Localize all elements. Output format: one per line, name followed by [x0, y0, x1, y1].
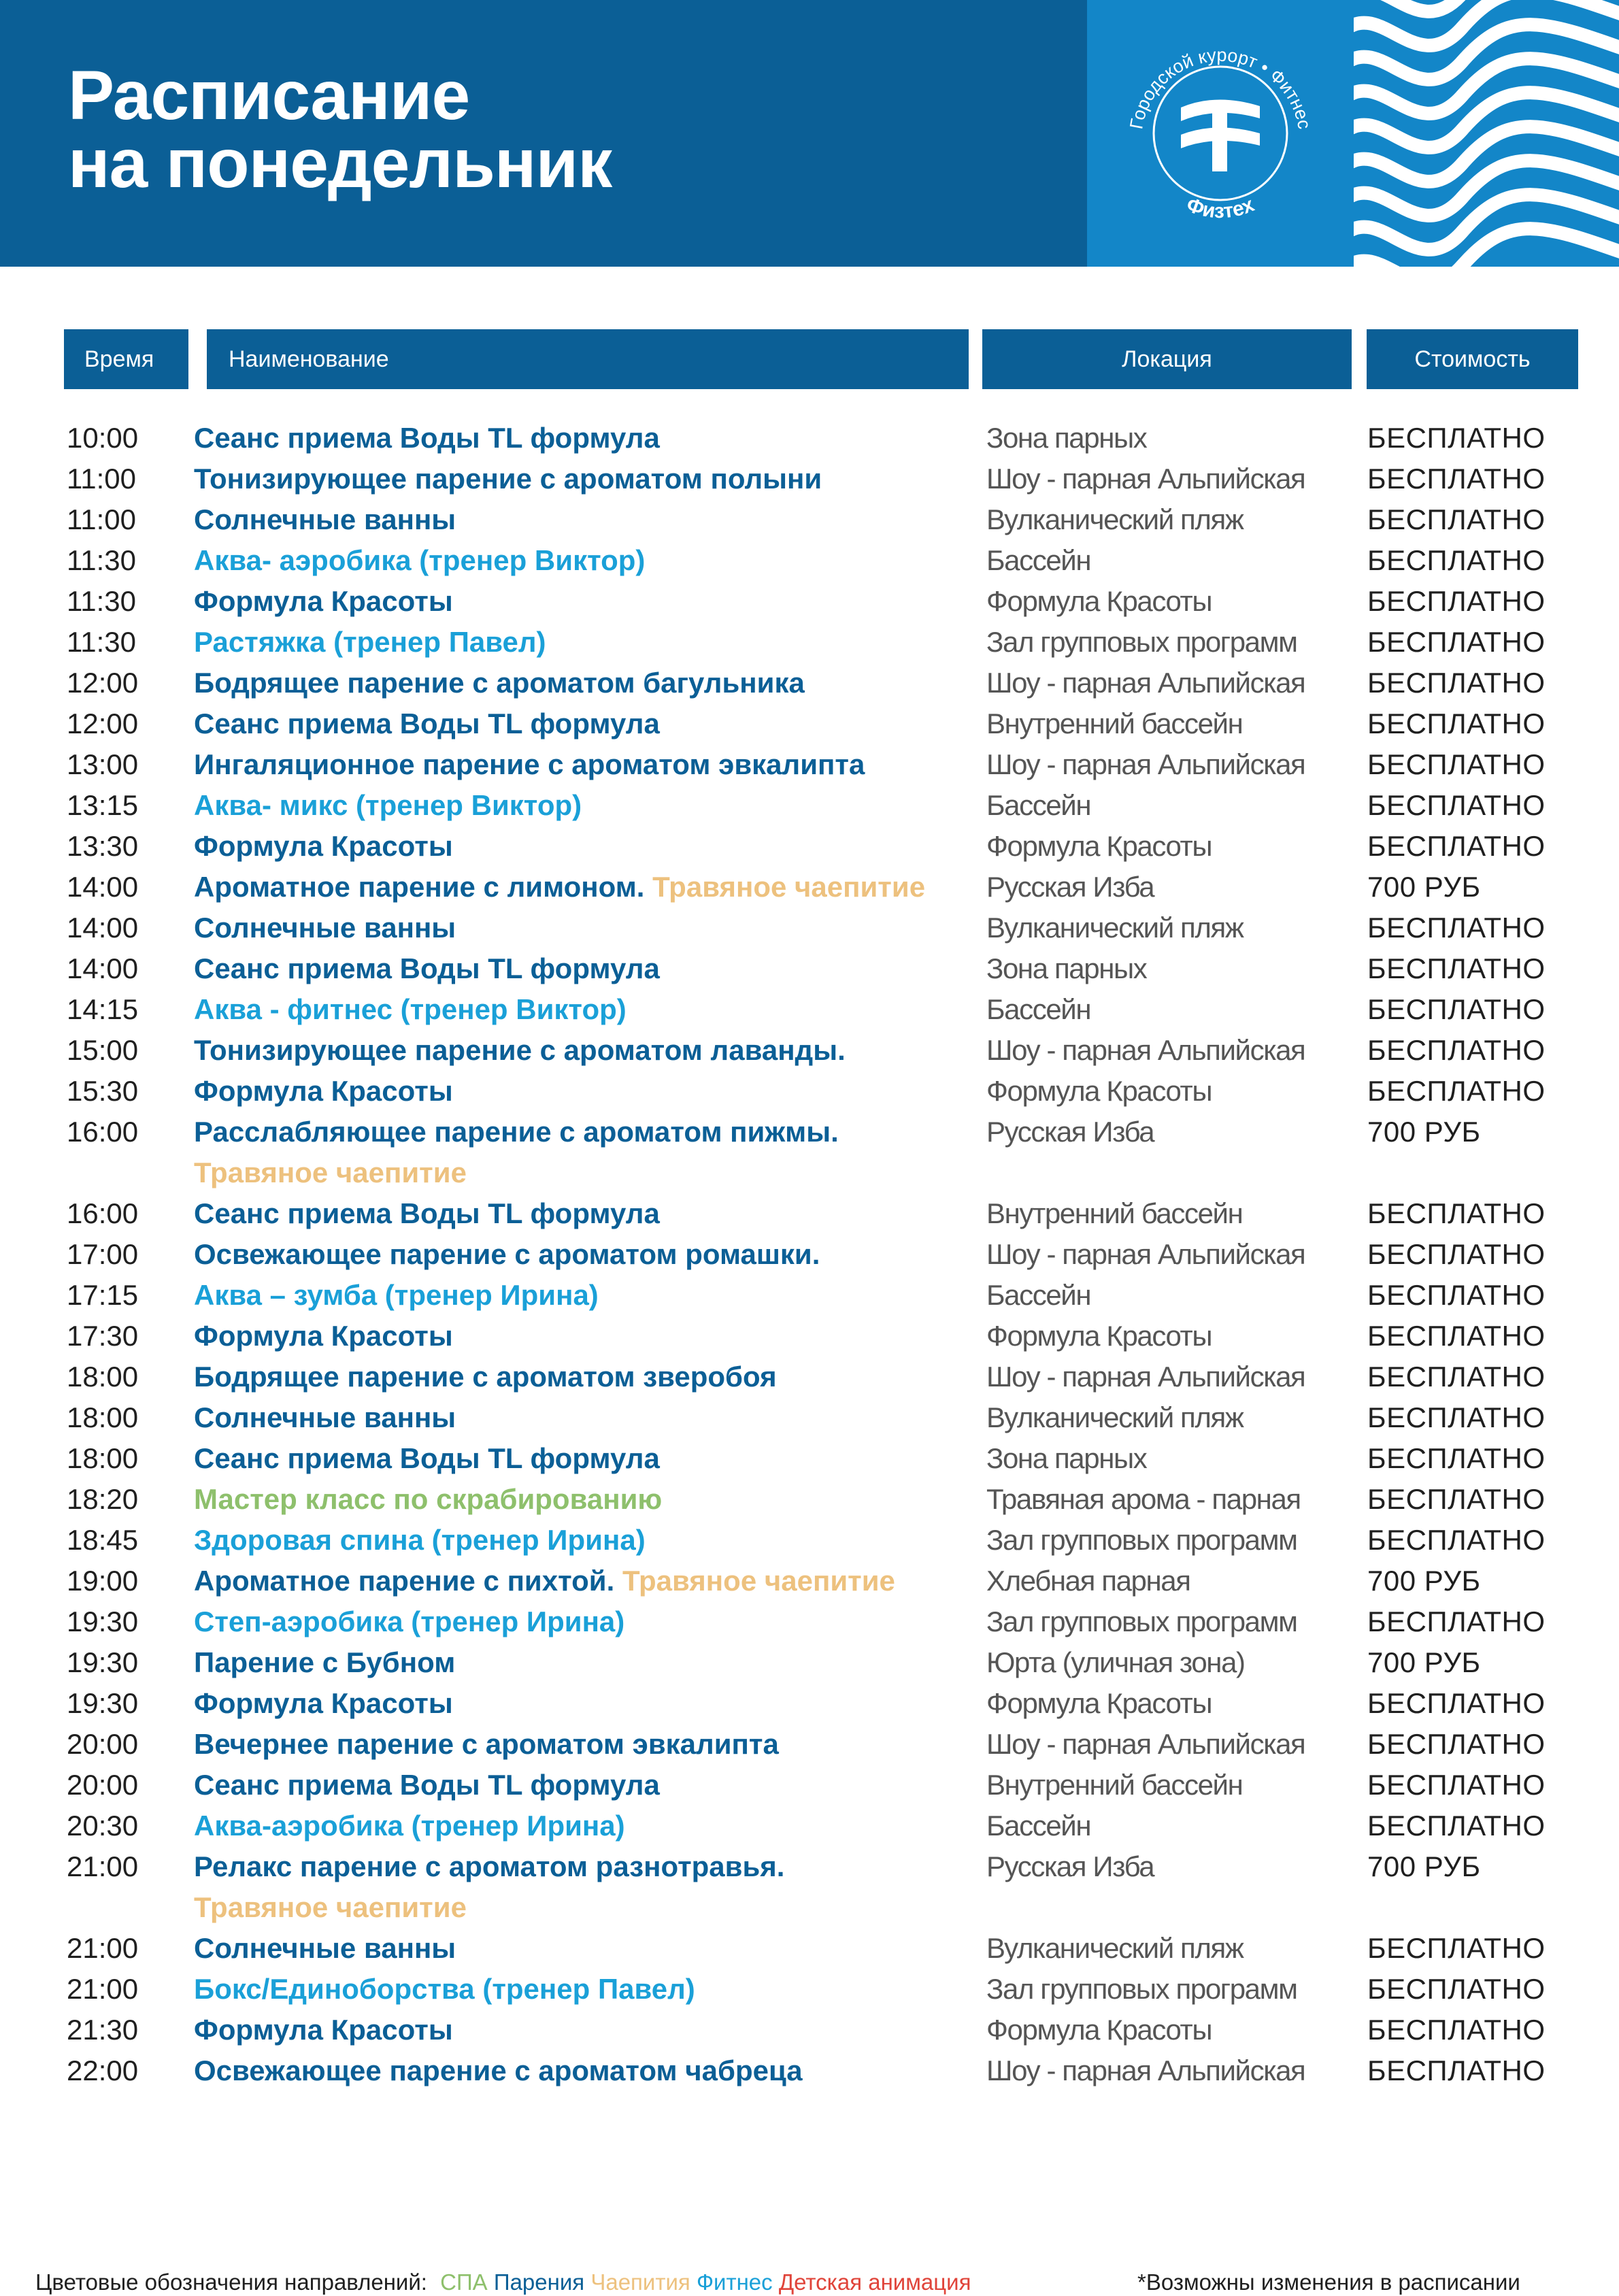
- row-location: Шоу - парная Альпийская: [986, 1034, 1305, 1066]
- table-row: [0, 826, 1619, 867]
- row-location: Русская Изба: [986, 1116, 1154, 1148]
- table-row: [0, 2050, 1619, 2091]
- row-time: 20:00: [67, 1769, 139, 1801]
- activity-name: Солнечные ванны: [194, 912, 456, 944]
- row-time: 20:30: [67, 1810, 139, 1842]
- page-title: [68, 56, 612, 202]
- row-time: 19:30: [67, 1605, 139, 1637]
- row-location: Шоу - парная Альпийская: [986, 1728, 1305, 1760]
- row-name: [194, 1724, 779, 1765]
- schedule-table: [0, 418, 1619, 2091]
- table-row: [0, 867, 1619, 908]
- row-time: 18:00: [67, 1401, 139, 1433]
- row-name: [194, 540, 645, 581]
- row-name: [194, 989, 627, 1030]
- activity-name: Сеанс приема Воды TL формула: [194, 952, 660, 984]
- row-time: 11:00: [67, 463, 136, 495]
- table-row: [0, 1561, 1619, 1601]
- row-name: [194, 1193, 660, 1234]
- row-location: Зал групповых программ: [986, 1605, 1297, 1637]
- row-price: БЕСПЛАТНО: [1367, 1320, 1546, 1352]
- row-price: БЕСПЛАТНО: [1367, 1034, 1546, 1066]
- row-time: 21:30: [67, 2014, 139, 2046]
- row-name: [194, 1969, 695, 2010]
- row-price: БЕСПЛАТНО: [1367, 503, 1546, 535]
- activity-name: Ингаляционное парение с ароматом эвкалипта: [194, 748, 865, 780]
- table-row: [0, 1193, 1619, 1234]
- row-name: [194, 1520, 646, 1561]
- table-row: [0, 989, 1619, 1030]
- row-location: Бассейн: [986, 993, 1091, 1025]
- row-name: [194, 2050, 803, 2091]
- row-time: 14:15: [67, 993, 139, 1025]
- row-price: БЕСПЛАТНО: [1367, 2014, 1546, 2046]
- row-time: 12:00: [67, 667, 139, 699]
- logo-panel: [1087, 0, 1354, 267]
- tea-tag: Травяное чаепитие: [652, 871, 926, 903]
- activity-name: Ароматное парение с пихтой.: [194, 1565, 615, 1597]
- table-row: [0, 1724, 1619, 1765]
- row-name: [194, 1112, 839, 1193]
- row-time: 14:00: [67, 871, 139, 903]
- activity-name: Вечернее парение с ароматом эвкалипта: [194, 1728, 779, 1760]
- row-location: Внутренний бассейн: [986, 1197, 1243, 1229]
- row-time: 13:15: [67, 789, 139, 821]
- row-price: 700 РУБ: [1367, 1116, 1481, 1148]
- activity-name: Мастер класс по скрабированию: [194, 1483, 663, 1515]
- row-location: Бассейн: [986, 1279, 1091, 1311]
- table-row: [0, 663, 1619, 703]
- row-price: БЕСПЛАТНО: [1367, 1932, 1546, 1964]
- row-location: Шоу - парная Альпийская: [986, 1361, 1305, 1393]
- row-time: 13:30: [67, 830, 139, 862]
- row-name: [194, 622, 546, 663]
- logo-name-text: Физтех: [1183, 193, 1258, 223]
- activity-name: Тонизирующее парение с ароматом полыни: [194, 463, 822, 495]
- table-row: [0, 499, 1619, 540]
- table-row: [0, 1112, 1619, 1193]
- legend-label: Цветовые обозначения направлений:: [35, 2269, 427, 2295]
- row-price: 700 РУБ: [1367, 1646, 1481, 1678]
- row-price: БЕСПЛАТНО: [1367, 1279, 1546, 1311]
- table-row: [0, 459, 1619, 499]
- row-location: Формула Красоты: [986, 585, 1212, 617]
- table-row: [0, 1397, 1619, 1438]
- row-name: [194, 1030, 846, 1071]
- row-price: БЕСПЛАТНО: [1367, 1728, 1546, 1760]
- legend-item: Парения: [493, 2269, 585, 2295]
- row-location: Бассейн: [986, 789, 1091, 821]
- row-name: [194, 1928, 456, 1969]
- row-time: 18:00: [67, 1361, 139, 1393]
- row-price: БЕСПЛАТНО: [1367, 789, 1546, 821]
- table-row: [0, 418, 1619, 459]
- row-time: 11:30: [67, 626, 136, 658]
- row-time: 16:00: [67, 1197, 139, 1229]
- row-price: БЕСПЛАТНО: [1367, 1687, 1546, 1719]
- row-location: Вулканический пляж: [986, 912, 1244, 944]
- table-row: [0, 1765, 1619, 1806]
- row-price: БЕСПЛАТНО: [1367, 1973, 1546, 2005]
- row-name: [194, 1275, 599, 1316]
- row-location: Формула Красоты: [986, 2014, 1212, 2046]
- row-time: 15:00: [67, 1034, 139, 1066]
- row-name: [194, 499, 456, 540]
- activity-name: Сеанс приема Воды TL формула: [194, 422, 660, 454]
- table-row: [0, 1520, 1619, 1561]
- row-price: БЕСПЛАТНО: [1367, 1238, 1546, 1270]
- row-time: 14:00: [67, 952, 139, 984]
- row-price: БЕСПЛАТНО: [1367, 463, 1546, 495]
- row-location: Формула Красоты: [986, 830, 1212, 862]
- table-row: [0, 1316, 1619, 1357]
- row-location: Шоу - парная Альпийская: [986, 1238, 1305, 1270]
- activity-name: Формула Красоты: [194, 1075, 453, 1107]
- table-row: [0, 1969, 1619, 2010]
- activity-name: Солнечные ванны: [194, 1932, 456, 1964]
- activity-name: Солнечные ванны: [194, 503, 456, 535]
- tea-tag: Травяное чаепитие: [194, 1891, 467, 1923]
- activity-name: Бодрящее парение с ароматом зверобоя: [194, 1361, 777, 1393]
- row-location: Шоу - парная Альпийская: [986, 463, 1305, 495]
- table-row: [0, 1806, 1619, 1846]
- row-price: БЕСПЛАТНО: [1367, 1075, 1546, 1107]
- activity-name: Формула Красоты: [194, 585, 453, 617]
- title-line-1: Расписание: [68, 56, 470, 134]
- row-location: Формула Красоты: [986, 1075, 1212, 1107]
- table-row: [0, 1683, 1619, 1724]
- activity-name: Расслабляющее парение с ароматом пижмы.: [194, 1116, 839, 1148]
- legend-item: Фитнес: [696, 2269, 773, 2295]
- legend-item: Детская анимация: [778, 2269, 971, 2295]
- column-header-location: Локация: [982, 329, 1352, 389]
- activity-name: Степ-аэробика (тренер Ирина): [194, 1605, 625, 1637]
- row-price: БЕСПЛАТНО: [1367, 667, 1546, 699]
- row-time: 19:00: [67, 1565, 139, 1597]
- table-row: [0, 1275, 1619, 1316]
- schedule-change-note: *Возможны изменения в расписании: [1137, 2269, 1520, 2295]
- row-location: Шоу - парная Альпийская: [986, 2054, 1305, 2086]
- row-name: [194, 908, 456, 948]
- row-location: Бассейн: [986, 544, 1091, 576]
- table-row: [0, 1846, 1619, 1928]
- row-name: [194, 1479, 662, 1520]
- row-name: [194, 867, 925, 908]
- row-location: Русская Изба: [986, 1850, 1154, 1882]
- row-name: [194, 663, 805, 703]
- table-row: [0, 622, 1619, 663]
- row-price: БЕСПЛАТНО: [1367, 422, 1546, 454]
- row-location: Внутренний бассейн: [986, 708, 1243, 739]
- column-header-time: Время: [64, 329, 188, 389]
- row-name: [194, 703, 660, 744]
- activity-name: Освежающее парение с ароматом чабреца: [194, 2054, 803, 2086]
- row-time: 18:20: [67, 1483, 139, 1515]
- row-location: Зал групповых программ: [986, 1973, 1297, 2005]
- activity-name: Формула Красоты: [194, 2014, 453, 2046]
- row-time: 17:30: [67, 1320, 139, 1352]
- row-location: Зал групповых программ: [986, 1524, 1297, 1556]
- activity-name: Парение с Бубном: [194, 1646, 456, 1678]
- row-time: 19:30: [67, 1646, 139, 1678]
- row-time: 11:30: [67, 585, 136, 617]
- table-row: [0, 2010, 1619, 2050]
- table-row: [0, 1234, 1619, 1275]
- table-row: [0, 1928, 1619, 1969]
- row-price: БЕСПЛАТНО: [1367, 1442, 1546, 1474]
- row-location: Шоу - парная Альпийская: [986, 667, 1305, 699]
- column-header-name: Наименование: [207, 329, 969, 389]
- table-row: [0, 908, 1619, 948]
- row-name: [194, 1438, 660, 1479]
- row-name: [194, 418, 660, 459]
- row-price: БЕСПЛАТНО: [1367, 1483, 1546, 1515]
- row-location: Юрта (уличная зона): [986, 1646, 1245, 1678]
- column-header-price: Стоимость: [1367, 329, 1578, 389]
- row-price: БЕСПЛАТНО: [1367, 708, 1546, 739]
- row-time: 18:45: [67, 1524, 139, 1556]
- row-price: БЕСПЛАТНО: [1367, 993, 1546, 1025]
- row-price: БЕСПЛАТНО: [1367, 1401, 1546, 1433]
- row-time: 19:30: [67, 1687, 139, 1719]
- row-name: [194, 826, 453, 867]
- table-row: [0, 1071, 1619, 1112]
- row-time: 10:00: [67, 422, 139, 454]
- table-row: [0, 581, 1619, 622]
- row-time: 13:00: [67, 748, 139, 780]
- logo-mark-icon: [1181, 99, 1260, 171]
- table-row: [0, 744, 1619, 785]
- activity-name: Бодрящее парение с ароматом багульника: [194, 667, 805, 699]
- row-price: БЕСПЛАТНО: [1367, 544, 1546, 576]
- row-location: Зона парных: [986, 1442, 1147, 1474]
- row-name: [194, 1683, 453, 1724]
- svg-text:Физтех: [1184, 193, 1258, 222]
- row-price: 700 РУБ: [1367, 871, 1481, 903]
- row-time: 14:00: [67, 912, 139, 944]
- activity-name: Сеанс приема Воды TL формула: [194, 1769, 660, 1801]
- row-name: [194, 1357, 777, 1397]
- row-name: [194, 1234, 820, 1275]
- row-name: [194, 1561, 895, 1601]
- activity-name: Аква – зумба (тренер Ирина): [194, 1279, 599, 1311]
- row-location: Внутренний бассейн: [986, 1769, 1243, 1801]
- row-time: 22:00: [67, 2054, 139, 2086]
- row-location: Вулканический пляж: [986, 1932, 1244, 1964]
- row-name: [194, 1316, 453, 1357]
- table-row: [0, 703, 1619, 744]
- row-name: [194, 581, 453, 622]
- activity-name: Здоровая спина (тренер Ирина): [194, 1524, 646, 1556]
- legend-item: Чаепития: [590, 2269, 690, 2295]
- row-location: Зона парных: [986, 422, 1147, 454]
- row-price: БЕСПЛАТНО: [1367, 830, 1546, 862]
- row-price: БЕСПЛАТНО: [1367, 2054, 1546, 2086]
- activity-name: Сеанс приема Воды TL формула: [194, 708, 660, 739]
- row-time: 11:00: [67, 503, 136, 535]
- row-name: [194, 1765, 660, 1806]
- activity-name: Тонизирующее парение с ароматом лаванды.: [194, 1034, 846, 1066]
- row-name: [194, 744, 865, 785]
- row-location: Зона парных: [986, 952, 1147, 984]
- row-price: 700 РУБ: [1367, 1850, 1481, 1882]
- table-row: [0, 785, 1619, 826]
- row-price: БЕСПЛАТНО: [1367, 1605, 1546, 1637]
- row-price: БЕСПЛАТНО: [1367, 1769, 1546, 1801]
- row-name: [194, 948, 660, 989]
- row-price: 700 РУБ: [1367, 1565, 1481, 1597]
- row-price: БЕСПЛАТНО: [1367, 912, 1546, 944]
- table-row: [0, 1357, 1619, 1397]
- row-location: Вулканический пляж: [986, 503, 1244, 535]
- activity-name: Бокс/Единоборства (тренер Павел): [194, 1973, 695, 2005]
- row-name: [194, 1397, 456, 1438]
- row-price: БЕСПЛАТНО: [1367, 626, 1546, 658]
- activity-name: Формула Красоты: [194, 1320, 453, 1352]
- row-time: 20:00: [67, 1728, 139, 1760]
- row-name: [194, 459, 822, 499]
- row-time: 21:00: [67, 1850, 139, 1882]
- activity-name: Сеанс приема Воды TL формула: [194, 1197, 660, 1229]
- row-location: Зал групповых программ: [986, 626, 1297, 658]
- row-name: [194, 785, 582, 826]
- row-time: 16:00: [67, 1116, 139, 1148]
- row-location: Бассейн: [986, 1810, 1091, 1842]
- table-row: [0, 1479, 1619, 1520]
- activity-name: Освежающее парение с ароматом ромашки.: [194, 1238, 820, 1270]
- row-time: 17:00: [67, 1238, 139, 1270]
- color-legend: [35, 2269, 978, 2296]
- activity-name: Растяжка (тренер Павел): [194, 626, 546, 658]
- activity-name: Аква - фитнес (тренер Виктор): [194, 993, 627, 1025]
- row-price: БЕСПЛАТНО: [1367, 1197, 1546, 1229]
- legend-item: СПА: [440, 2269, 488, 2295]
- activity-name: Формула Красоты: [194, 830, 453, 862]
- logo-ring-text: Городской курорт • Фитнес: [1126, 44, 1315, 131]
- row-location: Русская Изба: [986, 871, 1154, 903]
- tea-tag: Травяное чаепитие: [194, 1157, 467, 1188]
- row-time: 11:30: [67, 544, 136, 576]
- activity-name: Солнечные ванны: [194, 1401, 456, 1433]
- activity-name: Формула Красоты: [194, 1687, 453, 1719]
- activity-name: Ароматное парение с лимоном.: [194, 871, 645, 903]
- row-time: 12:00: [67, 708, 139, 739]
- header-banner: [0, 0, 1619, 267]
- table-row: [0, 540, 1619, 581]
- row-price: БЕСПЛАТНО: [1367, 585, 1546, 617]
- row-price: БЕСПЛАТНО: [1367, 1524, 1546, 1556]
- row-name: [194, 1806, 625, 1846]
- table-row: [0, 1642, 1619, 1683]
- row-price: БЕСПЛАТНО: [1367, 1361, 1546, 1393]
- activity-name: Аква- аэробика (тренер Виктор): [194, 544, 646, 576]
- row-location: Хлебная парная: [986, 1565, 1190, 1597]
- row-location: Шоу - парная Альпийская: [986, 748, 1305, 780]
- table-row: [0, 948, 1619, 989]
- row-location: Травяная арома - парная: [986, 1483, 1301, 1515]
- row-time: 17:15: [67, 1279, 139, 1311]
- row-time: 18:00: [67, 1442, 139, 1474]
- wave-pattern-icon: [1354, 0, 1619, 267]
- row-name: [194, 2010, 453, 2050]
- table-row: [0, 1030, 1619, 1071]
- row-price: БЕСПЛАТНО: [1367, 952, 1546, 984]
- activity-name: Релакс парение с ароматом разнотравья.: [194, 1850, 785, 1882]
- row-location: Формула Красоты: [986, 1687, 1212, 1719]
- activity-name: Аква-аэробика (тренер Ирина): [194, 1810, 625, 1842]
- table-row: [0, 1438, 1619, 1479]
- row-location: Формула Красоты: [986, 1320, 1212, 1352]
- row-name: [194, 1071, 453, 1112]
- row-location: Вулканический пляж: [986, 1401, 1244, 1433]
- row-price: БЕСПЛАТНО: [1367, 1810, 1546, 1842]
- row-name: [194, 1601, 624, 1642]
- row-time: 21:00: [67, 1932, 139, 1964]
- activity-name: Аква- микс (тренер Виктор): [194, 789, 582, 821]
- tea-tag: Травяное чаепитие: [622, 1565, 895, 1597]
- row-name: [194, 1846, 784, 1928]
- table-row: [0, 1601, 1619, 1642]
- activity-name: Сеанс приема Воды TL формула: [194, 1442, 660, 1474]
- fiztech-logo: [1114, 27, 1326, 239]
- legend-items: [434, 2269, 971, 2295]
- row-price: БЕСПЛАТНО: [1367, 748, 1546, 780]
- title-line-2: на понедельник: [68, 124, 612, 202]
- row-time: 15:30: [67, 1075, 139, 1107]
- row-time: 21:00: [67, 1973, 139, 2005]
- row-name: [194, 1642, 455, 1683]
